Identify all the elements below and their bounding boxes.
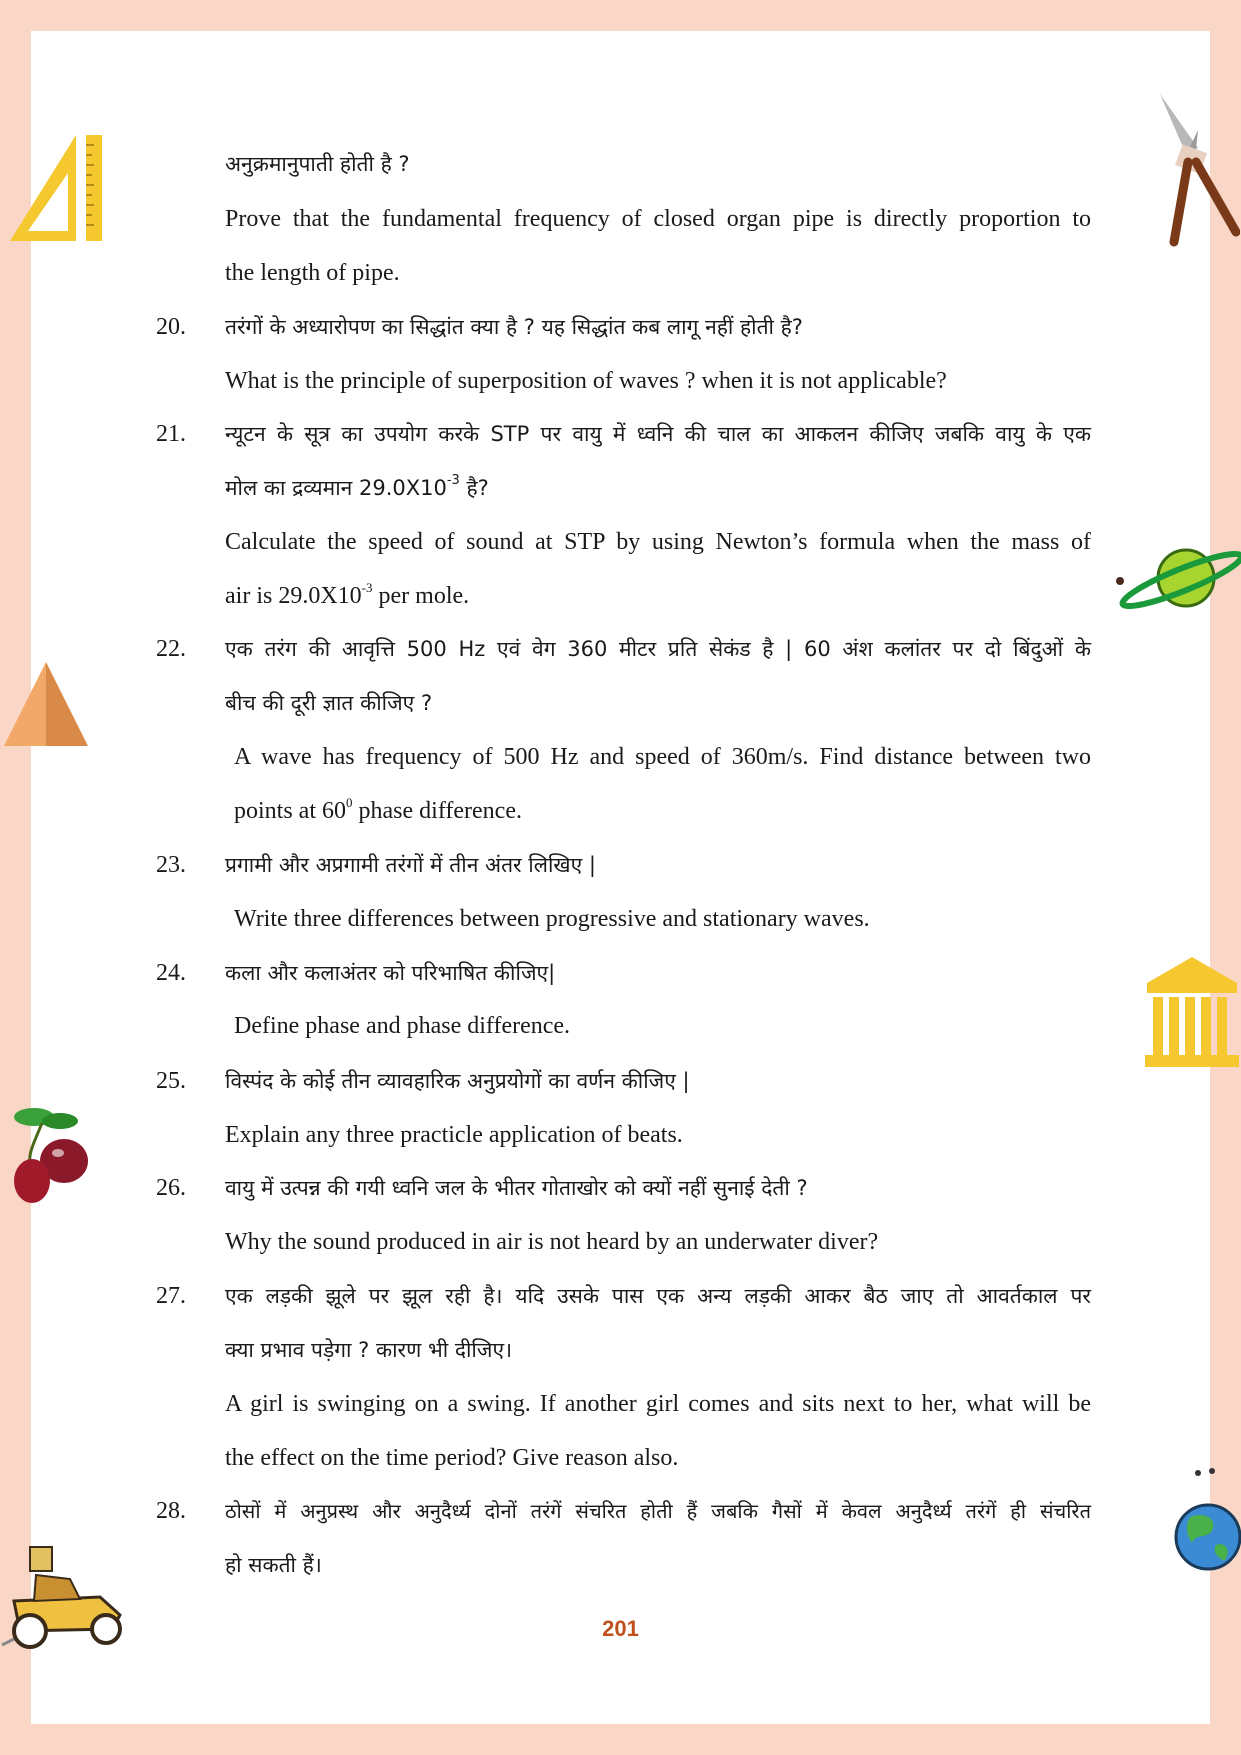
q22-english-degree: 0 [346, 795, 353, 810]
q22-hindi-line-1: एक तरंग की आवृत्ति 500 Hz एवं वेग 360 मीटर प्रति सेकंड है | 60 अंश कलांतर पर दो बिंदुओं के [225, 637, 1091, 661]
q27-hindi-line-1: एक लड़की झूले पर झूल रही है। यदि उसके पास एक अन्य लड़की आकर बैठ जाए तो आवर्तकाल पर [225, 1284, 1091, 1308]
q21-english-unit: per mole. [372, 583, 470, 609]
q21-hindi-line-2 [225, 473, 489, 503]
q19-hindi-continuation: अनुक्रमानुपाती होती है ? [225, 152, 410, 176]
q21-english-mass-text: air is 29.0X10 [225, 583, 362, 609]
question-number-20: 20. [156, 314, 186, 340]
q22-english-line-2 [234, 796, 522, 826]
question-number-24: 24. [156, 960, 186, 986]
question-number-22: 22. [156, 636, 186, 662]
q20-english: What is the principle of superposition of waves ? when it is not applicable? [225, 368, 947, 394]
question-number-27: 27. [156, 1283, 186, 1309]
q21-hindi-mass-text: मोल का द्रव्यमान 29.0X10 [225, 476, 447, 500]
q22-english-line-1: A wave has frequency of 500 Hz and speed of 360m/s. Find distance between two [234, 744, 1091, 770]
question-number-25: 25. [156, 1068, 186, 1094]
q27-english-line-1: A girl is swinging on a swing. If another girl comes and sits next to her, what will be [225, 1391, 1091, 1417]
q19-english-line-1: Prove that the fundamental frequency of closed organ pipe is directly proportion to [225, 206, 1091, 232]
question-number-21: 21. [156, 421, 186, 447]
page-number: 201 [602, 1616, 639, 1641]
q23-hindi: प्रगामी और अप्रगामी तरंगों में तीन अंतर लिखिए | [225, 853, 596, 877]
q21-hindi-line-1: न्यूटन के सूत्र का उपयोग करके STP पर वायु में ध्वनि की चाल का आकलन कीजिए जबकि वायु के एक [225, 422, 1091, 446]
q27-hindi-line-2: क्या प्रभाव पड़ेगा ? कारण भी दीजिए। [225, 1338, 513, 1362]
q24-hindi: कला और कलाअंतर को परिभाषित कीजिए| [225, 961, 556, 985]
q28-hindi-line-1: ठोसों में अनुप्रस्थ और अनुदैर्ध्य दोनों तरंगें संचरित होती हैं जबकि गैसों में केवल अनुदैर्ध्य तरंगें ही संचरित [225, 1499, 1091, 1523]
q26-hindi: वायु में उत्पन्न की गयी ध्वनि जल के भीतर गोताखोर को क्यों नहीं सुनाई देती ? [225, 1176, 808, 1200]
q21-hindi-exponent: -3 [446, 473, 460, 488]
question-number-26: 26. [156, 1175, 186, 1201]
q21-english-line-2 [225, 581, 469, 611]
q25-hindi: विस्पंद के कोई तीन व्यावहारिक अनुप्रयोगों का वर्णन कीजिए | [225, 1069, 690, 1093]
q27-english-line-2: the effect on the time period? Give reason also. [225, 1445, 679, 1471]
q26-english: Why the sound produced in air is not heard by an underwater diver? [225, 1229, 879, 1255]
q24-english: Define phase and phase difference. [234, 1013, 571, 1039]
q25-english: Explain any three practicle application of beats. [225, 1122, 683, 1148]
question-number-23: 23. [156, 852, 186, 878]
q20-hindi: तरंगों के अध्यारोपण का सिद्धांत क्या है ? यह सिद्धांत कब लागू नहीं होती है? [225, 315, 803, 339]
q19-english-line-2: the length of pipe. [225, 260, 400, 286]
question-number-28: 28. [156, 1498, 186, 1524]
q22-english-phase-text: phase difference. [352, 798, 522, 824]
q21-english-exponent: -3 [361, 580, 373, 595]
q28-hindi-line-2: हो सकती हैं। [225, 1553, 322, 1577]
q21-english-line-1: Calculate the speed of sound at STP by using Newton’s formula when the mass of [225, 529, 1091, 555]
q22-english-angle-text: points at 60 [234, 798, 346, 824]
q23-english: Write three differences between progressive and stationary waves. [234, 906, 870, 932]
q21-hindi-question-end: है? [459, 476, 489, 500]
q22-hindi-line-2: बीच की दूरी ज्ञात कीजिए ? [225, 691, 433, 715]
